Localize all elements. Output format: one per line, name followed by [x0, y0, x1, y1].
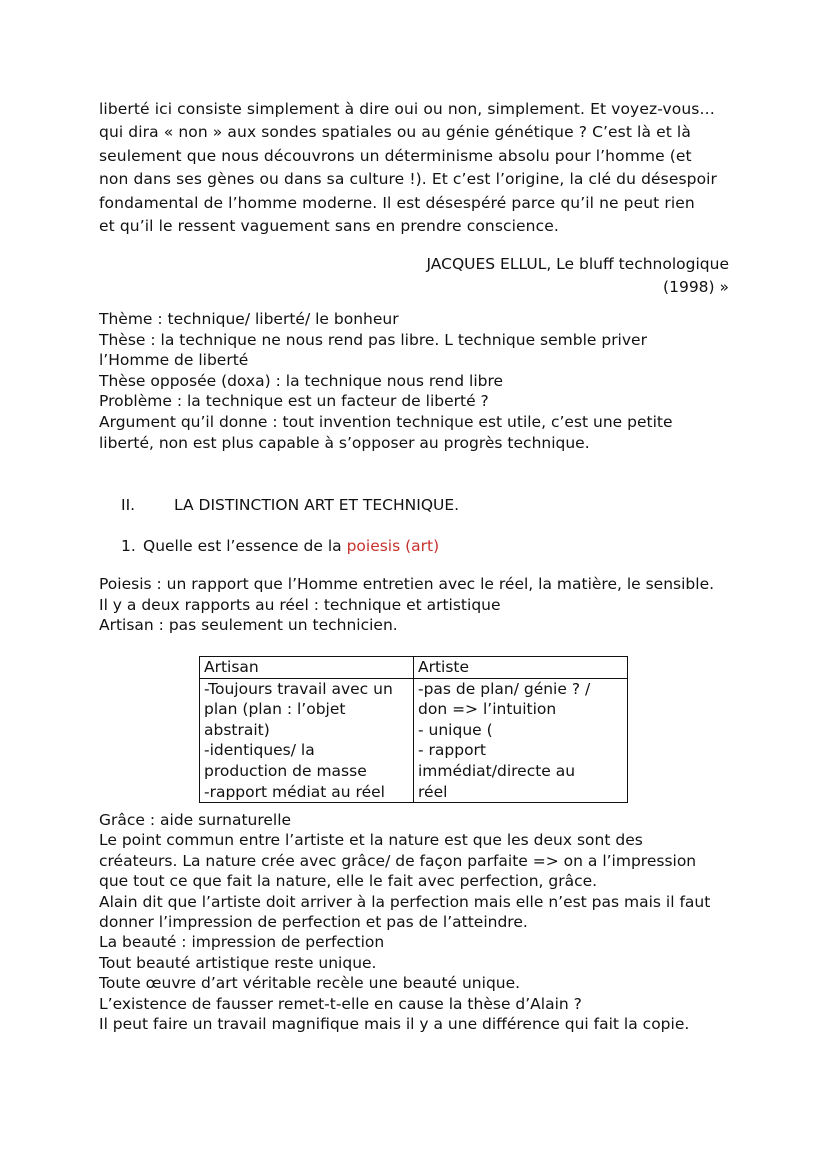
paragraph-line: Il peut faire un travail magnifique mais il y a une différence qui fait la copie.: [99, 1015, 690, 1034]
quote-attribution: [427, 253, 730, 299]
section-heading: [121, 494, 459, 516]
paragraph-line: Il y a deux rapports au réel : technique et artistique: [99, 595, 501, 614]
attribution-line: JACQUES ELLUL, Le bluff technologique: [426, 255, 729, 273]
note-line: liberté, non est plus capable à s’opposer au progrès technique.: [99, 433, 590, 452]
table-header-row: [200, 657, 628, 679]
poiesis-paragraph: [99, 574, 749, 636]
paragraph-line: Toute œuvre d’art véritable recèle une beauté unique.: [99, 974, 521, 993]
note-line: Argument qu’il donne : tout invention technique est utile, c’est une petite: [99, 412, 673, 431]
paragraph-line: Poiesis : un rapport que l’Homme entretien avec le réel, la matière, le sensible.: [99, 575, 715, 593]
cell-line: immédiat/directe au: [418, 761, 576, 780]
quote-line: seulement que nous découvrons un déterminisme absolu pour l’homme (et: [99, 146, 692, 165]
quote-line: et qu’il le ressent vaguement sans en prendre conscience.: [99, 217, 559, 236]
paragraph-line: Alain dit que l’artiste doit arriver à la perfection mais elle n’est pas mais il faut: [99, 892, 711, 911]
cell-line: réel: [418, 782, 448, 801]
conclusion-paragraph: [99, 810, 759, 1034]
table-cell-artiste: [414, 678, 628, 803]
cell-line: - unique (: [418, 720, 493, 739]
quote-line: liberté ici consiste simplement à dire oui ou non, simplement. Et voyez-vous…: [99, 100, 716, 118]
paragraph-line: que tout ce que fait la nature, elle le fait avec perfection, grâce.: [99, 872, 598, 891]
paragraph-line: Tout beauté artistique reste unique.: [99, 953, 377, 972]
paragraph-line: donner l’impression de perfection et pas de l’atteindre.: [99, 913, 528, 932]
cell-line: -Toujours travail avec un: [204, 679, 393, 698]
quote-line: fondamental de l’homme moderne. Il est désespéré parce qu’il ne peut rien: [99, 193, 695, 212]
note-line: l’Homme de liberté: [99, 351, 249, 370]
paragraph-line: L’existence de fausser remet-t-elle en cause la thèse d’Alain ?: [99, 994, 582, 1013]
analysis-notes: [99, 309, 739, 453]
attribution-line: (1998) »: [663, 278, 729, 296]
subsection-title-text: Quelle est l’essence de la: [143, 537, 347, 555]
cell-line: plan (plan : l’objet: [204, 700, 346, 719]
table-cell-artisan: [200, 678, 414, 803]
cell-line: production de masse: [204, 761, 367, 780]
paragraph-line: Grâce : aide surnaturelle: [99, 811, 292, 829]
subsection-highlight: poiesis (art): [346, 537, 440, 555]
subsection-number: 1.: [121, 537, 136, 555]
quote-line: non dans ses gènes ou dans sa culture !). Et c’est l’origine, la clé du désespoir: [99, 170, 718, 189]
table-row: [200, 678, 628, 803]
quote-line: qui dira « non » aux sondes spatiales ou au génie génétique ? C’est là et là: [99, 123, 691, 142]
paragraph-line: Le point commun entre l’artiste et la nature est que les deux sont des: [99, 831, 643, 850]
section-title: LA DISTINCTION ART ET TECHNIQUE.: [174, 496, 460, 514]
note-line: Thèse : la technique ne nous rend pas libre. L technique semble priver: [99, 330, 647, 349]
subsection-title: [143, 535, 439, 557]
paragraph-line: créateurs. La nature crée avec grâce/ de façon parfaite => on a l’impression: [99, 851, 697, 870]
quote-paragraph: [99, 98, 729, 238]
comparison-table: [199, 656, 628, 803]
cell-line: -rapport médiat au réel: [204, 782, 385, 801]
paragraph-line: Artisan : pas seulement un technicien.: [99, 616, 398, 635]
note-line: Problème : la technique est un facteur de liberté ?: [99, 392, 489, 411]
cell-line: -identiques/ la: [204, 741, 315, 760]
paragraph-line: La beauté : impression de perfection: [99, 933, 385, 952]
note-line: Thème : technique/ liberté/ le bonheur: [99, 310, 399, 328]
section-number: II.: [121, 496, 136, 514]
table-header-artisan: Artisan: [200, 657, 414, 679]
cell-line: abstrait): [204, 720, 270, 739]
table-header-artiste: Artiste: [414, 657, 628, 679]
cell-line: -pas de plan/ génie ? /: [418, 679, 591, 698]
subsection-heading: [121, 535, 439, 557]
note-line: Thèse opposée (doxa) : la technique nous rend libre: [99, 371, 504, 390]
cell-line: don => l’intuition: [418, 700, 557, 719]
cell-line: - rapport: [418, 741, 487, 760]
